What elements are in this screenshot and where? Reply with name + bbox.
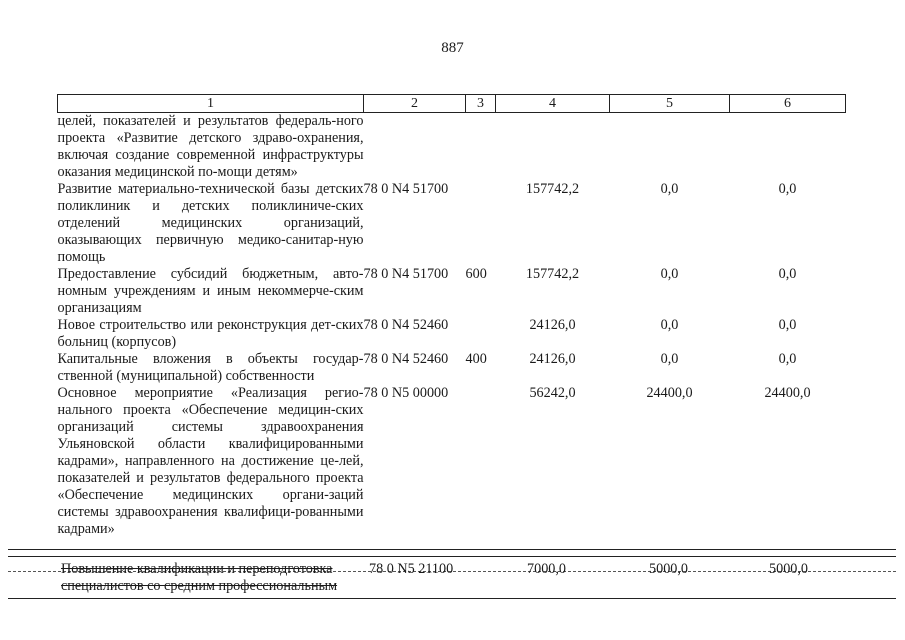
column-header: 2 bbox=[364, 95, 466, 113]
row-value-2020: 0,0 bbox=[660, 181, 679, 197]
row-code: 78 0 N4 51700 bbox=[363, 266, 449, 282]
row-code: 78 0 N4 52460 bbox=[363, 317, 449, 333]
row-name: Предоставление субсидий бюджетным, авто-номным учреждениям и иным некоммерче-ским организациям bbox=[57, 266, 364, 316]
row-value-2019: 56242,0 bbox=[529, 385, 576, 401]
row-type: 400 bbox=[465, 351, 487, 367]
row-type bbox=[466, 181, 496, 266]
row-name: целей, показателей и результатов федераль-ного проекта «Развитие детского здраво-охранения, включая создание современной инфраструктуры оказания медицинской по-мощи детям» bbox=[57, 113, 364, 180]
row-value-2021: 24400,0 bbox=[764, 385, 811, 401]
budget-table bbox=[57, 94, 846, 538]
row-value-2019: 24126,0 bbox=[529, 351, 576, 367]
table-row bbox=[58, 113, 846, 182]
row-name: Капитальные вложения в объекты государ-ственной (муниципальной) собственности bbox=[57, 351, 364, 384]
row-type bbox=[466, 113, 496, 182]
row-value-2020 bbox=[610, 113, 730, 182]
row-type bbox=[466, 317, 496, 351]
page-bottom-line bbox=[8, 598, 896, 599]
row-value-2021: 0,0 bbox=[778, 317, 797, 333]
column-header: 3 bbox=[466, 95, 496, 113]
row-value-2020: 24400,0 bbox=[646, 385, 693, 401]
row-code: 78 0 N4 51700 bbox=[363, 181, 449, 197]
row-value-2021: 0,0 bbox=[778, 181, 797, 197]
page-divider-line bbox=[8, 549, 896, 550]
row-value-2020: 5000,0 bbox=[649, 561, 689, 577]
page-number: 887 bbox=[441, 40, 464, 56]
row-value-2020: 0,0 bbox=[660, 317, 679, 333]
column-header: 6 bbox=[730, 95, 846, 113]
table-row bbox=[58, 317, 846, 351]
row-value-2019: 157742,2 bbox=[525, 266, 580, 282]
table-row bbox=[58, 181, 846, 266]
row-value-2019: 24126,0 bbox=[529, 317, 576, 333]
row-name: Основное мероприятие «Реализация регио-нального проекта «Обеспечение медицин-ских организаций системы здравоохранения Ульяновской области квалифицированными кадрами», направленного на достижение це-лей, показателей и результатов федерального проекта «Обеспечение медицинских органи-заций системы здравоохранения квалифици-рованными кадрами» bbox=[57, 385, 364, 537]
row-value-2020: 0,0 bbox=[660, 351, 679, 367]
page-divider-line bbox=[8, 556, 896, 557]
table-row bbox=[58, 266, 846, 317]
row-name-line: Повышение квалификации и переподготовка bbox=[61, 561, 333, 577]
row-value-2019 bbox=[496, 113, 610, 182]
column-header: 1 bbox=[58, 95, 364, 113]
row-value-2020: 0,0 bbox=[660, 266, 679, 282]
row-value-2021 bbox=[730, 113, 846, 182]
row-value-2021: 0,0 bbox=[778, 351, 797, 367]
header-row bbox=[58, 95, 846, 113]
table-row bbox=[58, 351, 846, 385]
row-value-2019: 157742,2 bbox=[525, 181, 580, 197]
row-value-2019: 7000,0 bbox=[527, 561, 567, 577]
row-name: Новое строительство или реконструкция дет-ских больниц (корпусов) bbox=[57, 317, 364, 350]
row-name-line: специалистов со средним профессиональным bbox=[61, 578, 338, 594]
row-type: 600 bbox=[465, 266, 487, 282]
row-code bbox=[364, 113, 466, 182]
row-code: 78 0 N5 21100 bbox=[369, 561, 454, 577]
row-type bbox=[466, 385, 496, 538]
row-value-2021: 0,0 bbox=[778, 266, 797, 282]
row-value-2021: 5000,0 bbox=[769, 561, 809, 577]
row-code: 78 0 N4 52460 bbox=[363, 351, 449, 367]
table-row bbox=[58, 385, 846, 538]
column-header: 5 bbox=[610, 95, 730, 113]
column-header: 4 bbox=[496, 95, 610, 113]
row-name: Развитие материально-технической базы детских поликлиник и детских поликлиниче-ских отделений медицинских организаций, оказывающих первичную медико-санитар-ную помощь bbox=[57, 181, 364, 265]
row-code: 78 0 N5 00000 bbox=[363, 385, 449, 401]
